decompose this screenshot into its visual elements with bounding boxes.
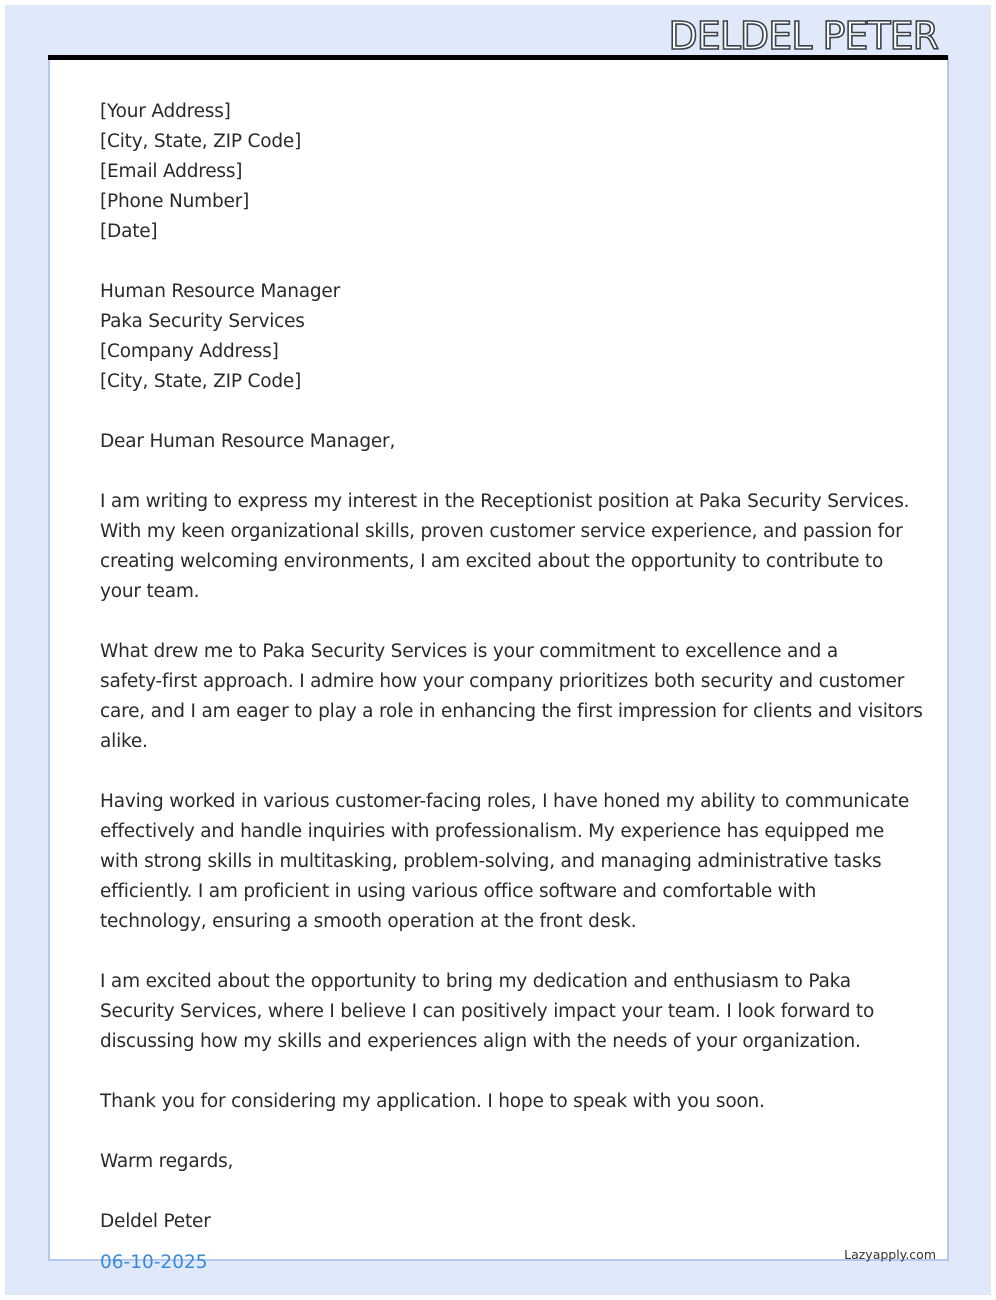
paragraph-4 <box>100 967 900 1057</box>
paragraph-line: with strong skills in multitasking, problem-solving, and managing administrative tasks <box>100 851 882 872</box>
paragraph-line: With my keen organizational skills, proven customer service experience, and passion for <box>100 521 903 542</box>
recipient-block <box>100 277 900 397</box>
sender-address: [Your Address] <box>100 101 231 122</box>
recipient-city-state-zip: [City, State, ZIP Code] <box>100 371 302 392</box>
paragraph-line: your team. <box>100 581 200 602</box>
paragraph-line: care, and I am eager to play a role in enhancing the first impression for clients and visitors <box>100 701 923 722</box>
recipient-company: Paka Security Services <box>100 311 305 332</box>
recipient-address: [Company Address] <box>100 341 279 362</box>
salutation-text: Dear Human Resource Manager, <box>100 431 396 452</box>
paragraph-line: discussing how my skills and experiences align with the needs of your organization. <box>100 1031 861 1052</box>
paragraph-line: technology, ensuring a smooth operation at the front desk. <box>100 911 637 932</box>
paragraph-line: Having worked in various customer-facing roles, I have honed my ability to communicate <box>100 791 910 812</box>
closing-text: Warm regards, <box>100 1151 234 1172</box>
footer-date: 06-10-2025 <box>100 1252 208 1273</box>
sender-city-state-zip: [City, State, ZIP Code] <box>100 131 302 152</box>
sender-phone: [Phone Number] <box>100 191 250 212</box>
closing <box>100 1147 900 1177</box>
header-name: DELDEL PETER <box>668 14 938 58</box>
paragraph-line: Thank you for considering my application. I hope to speak with you soon. <box>100 1091 765 1112</box>
paragraph-line: Security Services, where I believe I can positively impact your team. I look forward to <box>100 1001 875 1022</box>
paragraph-1 <box>100 487 910 607</box>
paragraph-line: creating welcoming environments, I am excited about the opportunity to contribute to <box>100 551 884 572</box>
signature <box>100 1207 900 1237</box>
paragraph-3 <box>100 787 910 937</box>
sender-date: [Date] <box>100 221 158 242</box>
sender-block <box>100 97 900 247</box>
sender-email: [Email Address] <box>100 161 243 182</box>
paragraph-line: What drew me to Paka Security Services is your commitment to excellence and a <box>100 641 839 662</box>
signature-name: Deldel Peter <box>100 1211 211 1232</box>
paragraph-line: I am excited about the opportunity to bring my dedication and enthusiasm to Paka <box>100 971 851 992</box>
paragraph-line: efficiently. I am proficient in using various office software and comfortable with <box>100 881 817 902</box>
paragraph-line: effectively and handle inquiries with professionalism. My experience has equipped me <box>100 821 885 842</box>
footer-site: Lazyapply.com <box>844 1247 936 1262</box>
paragraph-line: alike. <box>100 731 148 752</box>
salutation <box>100 427 900 457</box>
recipient-title: Human Resource Manager <box>100 281 341 302</box>
paragraph-line: I am writing to express my interest in the Receptionist position at Paka Security Services. <box>100 491 910 512</box>
paragraph-5 <box>100 1087 900 1117</box>
paragraph-2 <box>100 637 923 757</box>
paragraph-line: safety-first approach. I admire how your company prioritizes both security and customer <box>100 671 905 692</box>
letter-body <box>100 97 923 1267</box>
